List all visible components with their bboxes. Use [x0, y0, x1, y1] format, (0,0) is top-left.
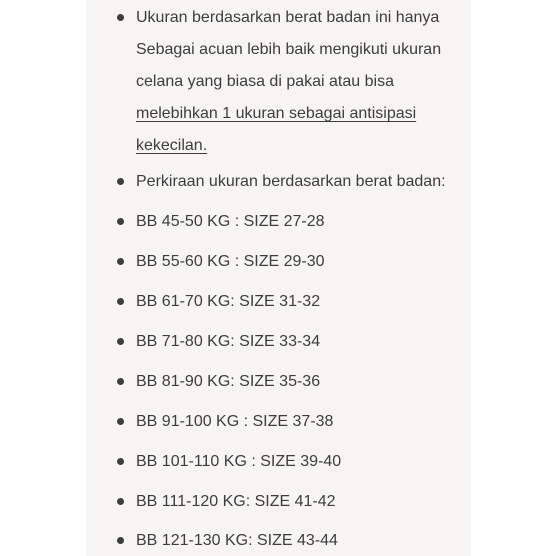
list-item-estimate-heading: [86, 166, 471, 198]
content-panel: [86, 0, 471, 556]
bullet-icon: [117, 258, 124, 265]
bullet-icon: [117, 338, 124, 345]
bullet-icon: [117, 218, 124, 225]
size-entry: BB 121-130 KG: SIZE 43-44: [136, 532, 338, 549]
list-item-size: [86, 246, 471, 278]
bullet-icon: [117, 378, 124, 385]
list-item-size: [86, 486, 471, 518]
size-entry: BB 101-110 KG : SIZE 39-40: [136, 453, 342, 470]
description-text: [136, 2, 466, 162]
bullet-icon: [117, 458, 124, 465]
size-entry: BB 55-60 KG : SIZE 29-30: [136, 253, 325, 270]
estimate-heading: Perkiraan ukuran berdasarkan berat badan:: [136, 173, 446, 190]
size-entry: BB 91-100 KG : SIZE 37-38: [136, 413, 334, 430]
bullet-icon: [117, 298, 124, 305]
list-item-description: [86, 2, 471, 162]
size-entry: BB 71-80 KG: SIZE 33-34: [136, 333, 321, 350]
list-item-size: [86, 286, 471, 318]
description-line-underlined: kekecilan.: [136, 137, 208, 154]
description-line: Ukuran berdasarkan berat badan ini hanya: [136, 9, 440, 26]
list-item-size: [86, 446, 471, 478]
description-line: Sebagai acuan lebih baik mengikuti ukuran: [136, 41, 442, 58]
size-entry: BB 45-50 KG : SIZE 27-28: [136, 213, 325, 230]
size-entry: BB 111-120 KG: SIZE 41-42: [136, 493, 336, 510]
list-item-size: [86, 206, 471, 238]
list-item-size: [86, 326, 471, 358]
description-line: celana yang biasa di pakai atau bisa: [136, 73, 394, 90]
size-entry: BB 61-70 KG: SIZE 31-32: [136, 293, 321, 310]
bullet-icon: [117, 178, 124, 185]
bullet-icon: [117, 537, 124, 544]
bullet-icon: [117, 418, 124, 425]
list-item-size: [86, 406, 471, 438]
list-item-size: [86, 366, 471, 398]
size-entry: BB 81-90 KG: SIZE 35-36: [136, 373, 321, 390]
list-item-size: [86, 525, 471, 556]
bullet-icon: [117, 498, 124, 505]
bullet-icon: [117, 14, 124, 21]
description-line-underlined: melebihkan 1 ukuran sebagai antisipasi: [136, 105, 417, 122]
